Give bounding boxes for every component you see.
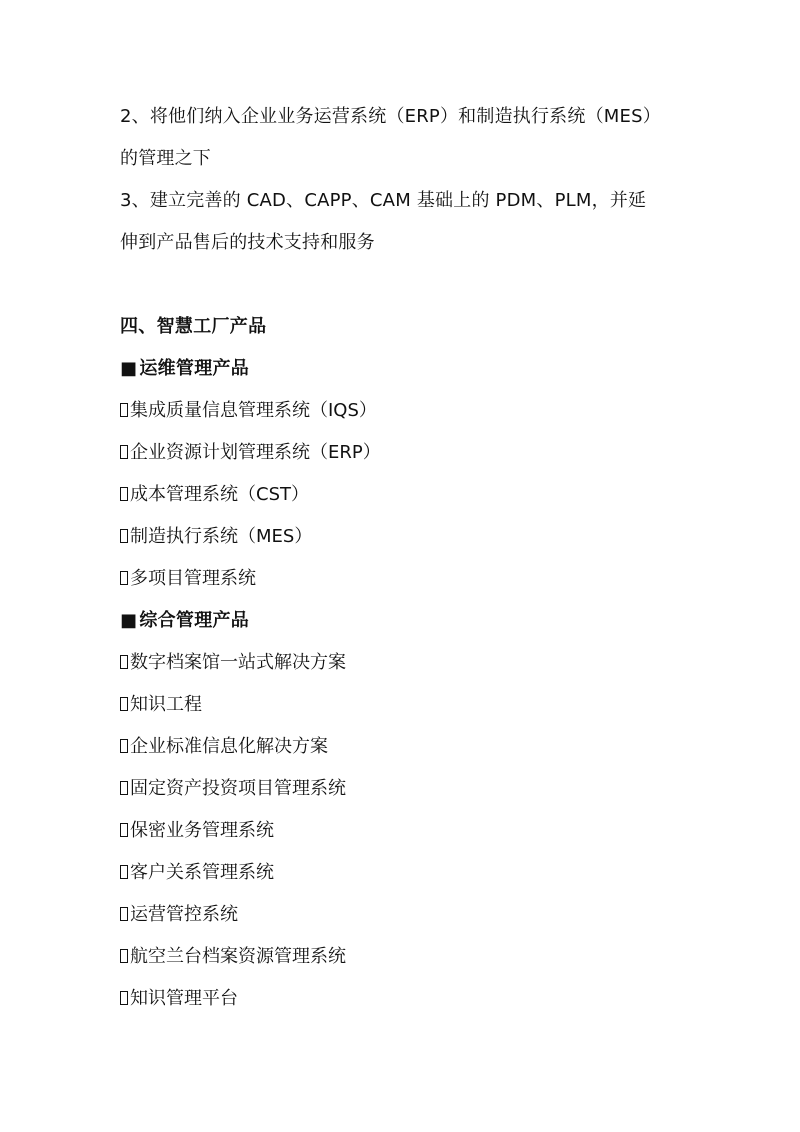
checkbox-glyph-icon: [120, 697, 128, 711]
list-item: [120, 567, 256, 591]
checkbox-glyph-icon: [120, 865, 128, 879]
square-bullet-icon: ■: [120, 610, 138, 631]
checkbox-glyph-icon: [120, 781, 128, 795]
list-item: [120, 819, 274, 843]
checkbox-glyph-icon: [120, 823, 128, 837]
list-item: [120, 903, 238, 927]
list-item-label: 成本管理系统（CST）: [130, 484, 309, 505]
list-item-label: 企业资源计划管理系统（ERP）: [130, 442, 381, 463]
checkbox-glyph-icon: [120, 907, 128, 921]
list-item-label: 航空兰台档案资源管理系统: [130, 946, 346, 967]
checkbox-glyph-icon: [120, 571, 128, 585]
list-item-label: 知识管理平台: [130, 988, 238, 1009]
list-item: [120, 987, 238, 1011]
intro-line-2: 的管理之下: [120, 148, 211, 169]
checkbox-glyph-icon: [120, 991, 128, 1005]
checkbox-glyph-icon: [120, 487, 128, 501]
group-title-operations: [120, 357, 249, 381]
list-item: [120, 861, 274, 885]
list-item-label: 知识工程: [130, 694, 202, 715]
list-item: [120, 651, 346, 675]
list-item: [120, 735, 328, 759]
list-item: [120, 693, 202, 717]
list-item-label: 制造执行系统（MES）: [130, 526, 313, 547]
list-item: [120, 441, 381, 465]
checkbox-glyph-icon: [120, 529, 128, 543]
list-item-label: 保密业务管理系统: [130, 820, 274, 841]
checkbox-glyph-icon: [120, 739, 128, 753]
intro-line-4: 伸到产品售后的技术支持和服务: [120, 232, 375, 253]
list-item: [120, 945, 346, 969]
list-item-label: 客户关系管理系统: [130, 862, 274, 883]
square-bullet-icon: ■: [120, 358, 138, 379]
checkbox-glyph-icon: [120, 445, 128, 459]
list-item: [120, 525, 312, 549]
section-title: 四、智慧工厂产品: [120, 316, 267, 337]
list-item-label: 企业标准信息化解决方案: [130, 736, 328, 757]
list-item-label: 多项目管理系统: [130, 568, 256, 589]
group-title-integrated: [120, 609, 249, 633]
list-item: [120, 483, 309, 507]
list-item-label: 固定资产投资项目管理系统: [130, 778, 346, 799]
list-item: [120, 777, 346, 801]
intro-line-3: 3、建立完善的 CAD、CAPP、CAM 基础上的 PDM、PLM，并延: [120, 190, 647, 211]
checkbox-glyph-icon: [120, 655, 128, 669]
checkbox-glyph-icon: [120, 949, 128, 963]
group-title-label: 综合管理产品: [139, 610, 250, 631]
checkbox-glyph-icon: [120, 403, 128, 417]
list-item-label: 数字档案馆一站式解决方案: [130, 652, 346, 673]
list-item-label: 运营管控系统: [130, 904, 238, 925]
list-item-label: 集成质量信息管理系统（IQS）: [130, 400, 377, 421]
intro-line-1: 2、将他们纳入企业业务运营系统（ERP）和制造执行系统（MES）: [120, 106, 661, 127]
list-item: [120, 399, 377, 423]
group-title-label: 运维管理产品: [139, 358, 250, 379]
